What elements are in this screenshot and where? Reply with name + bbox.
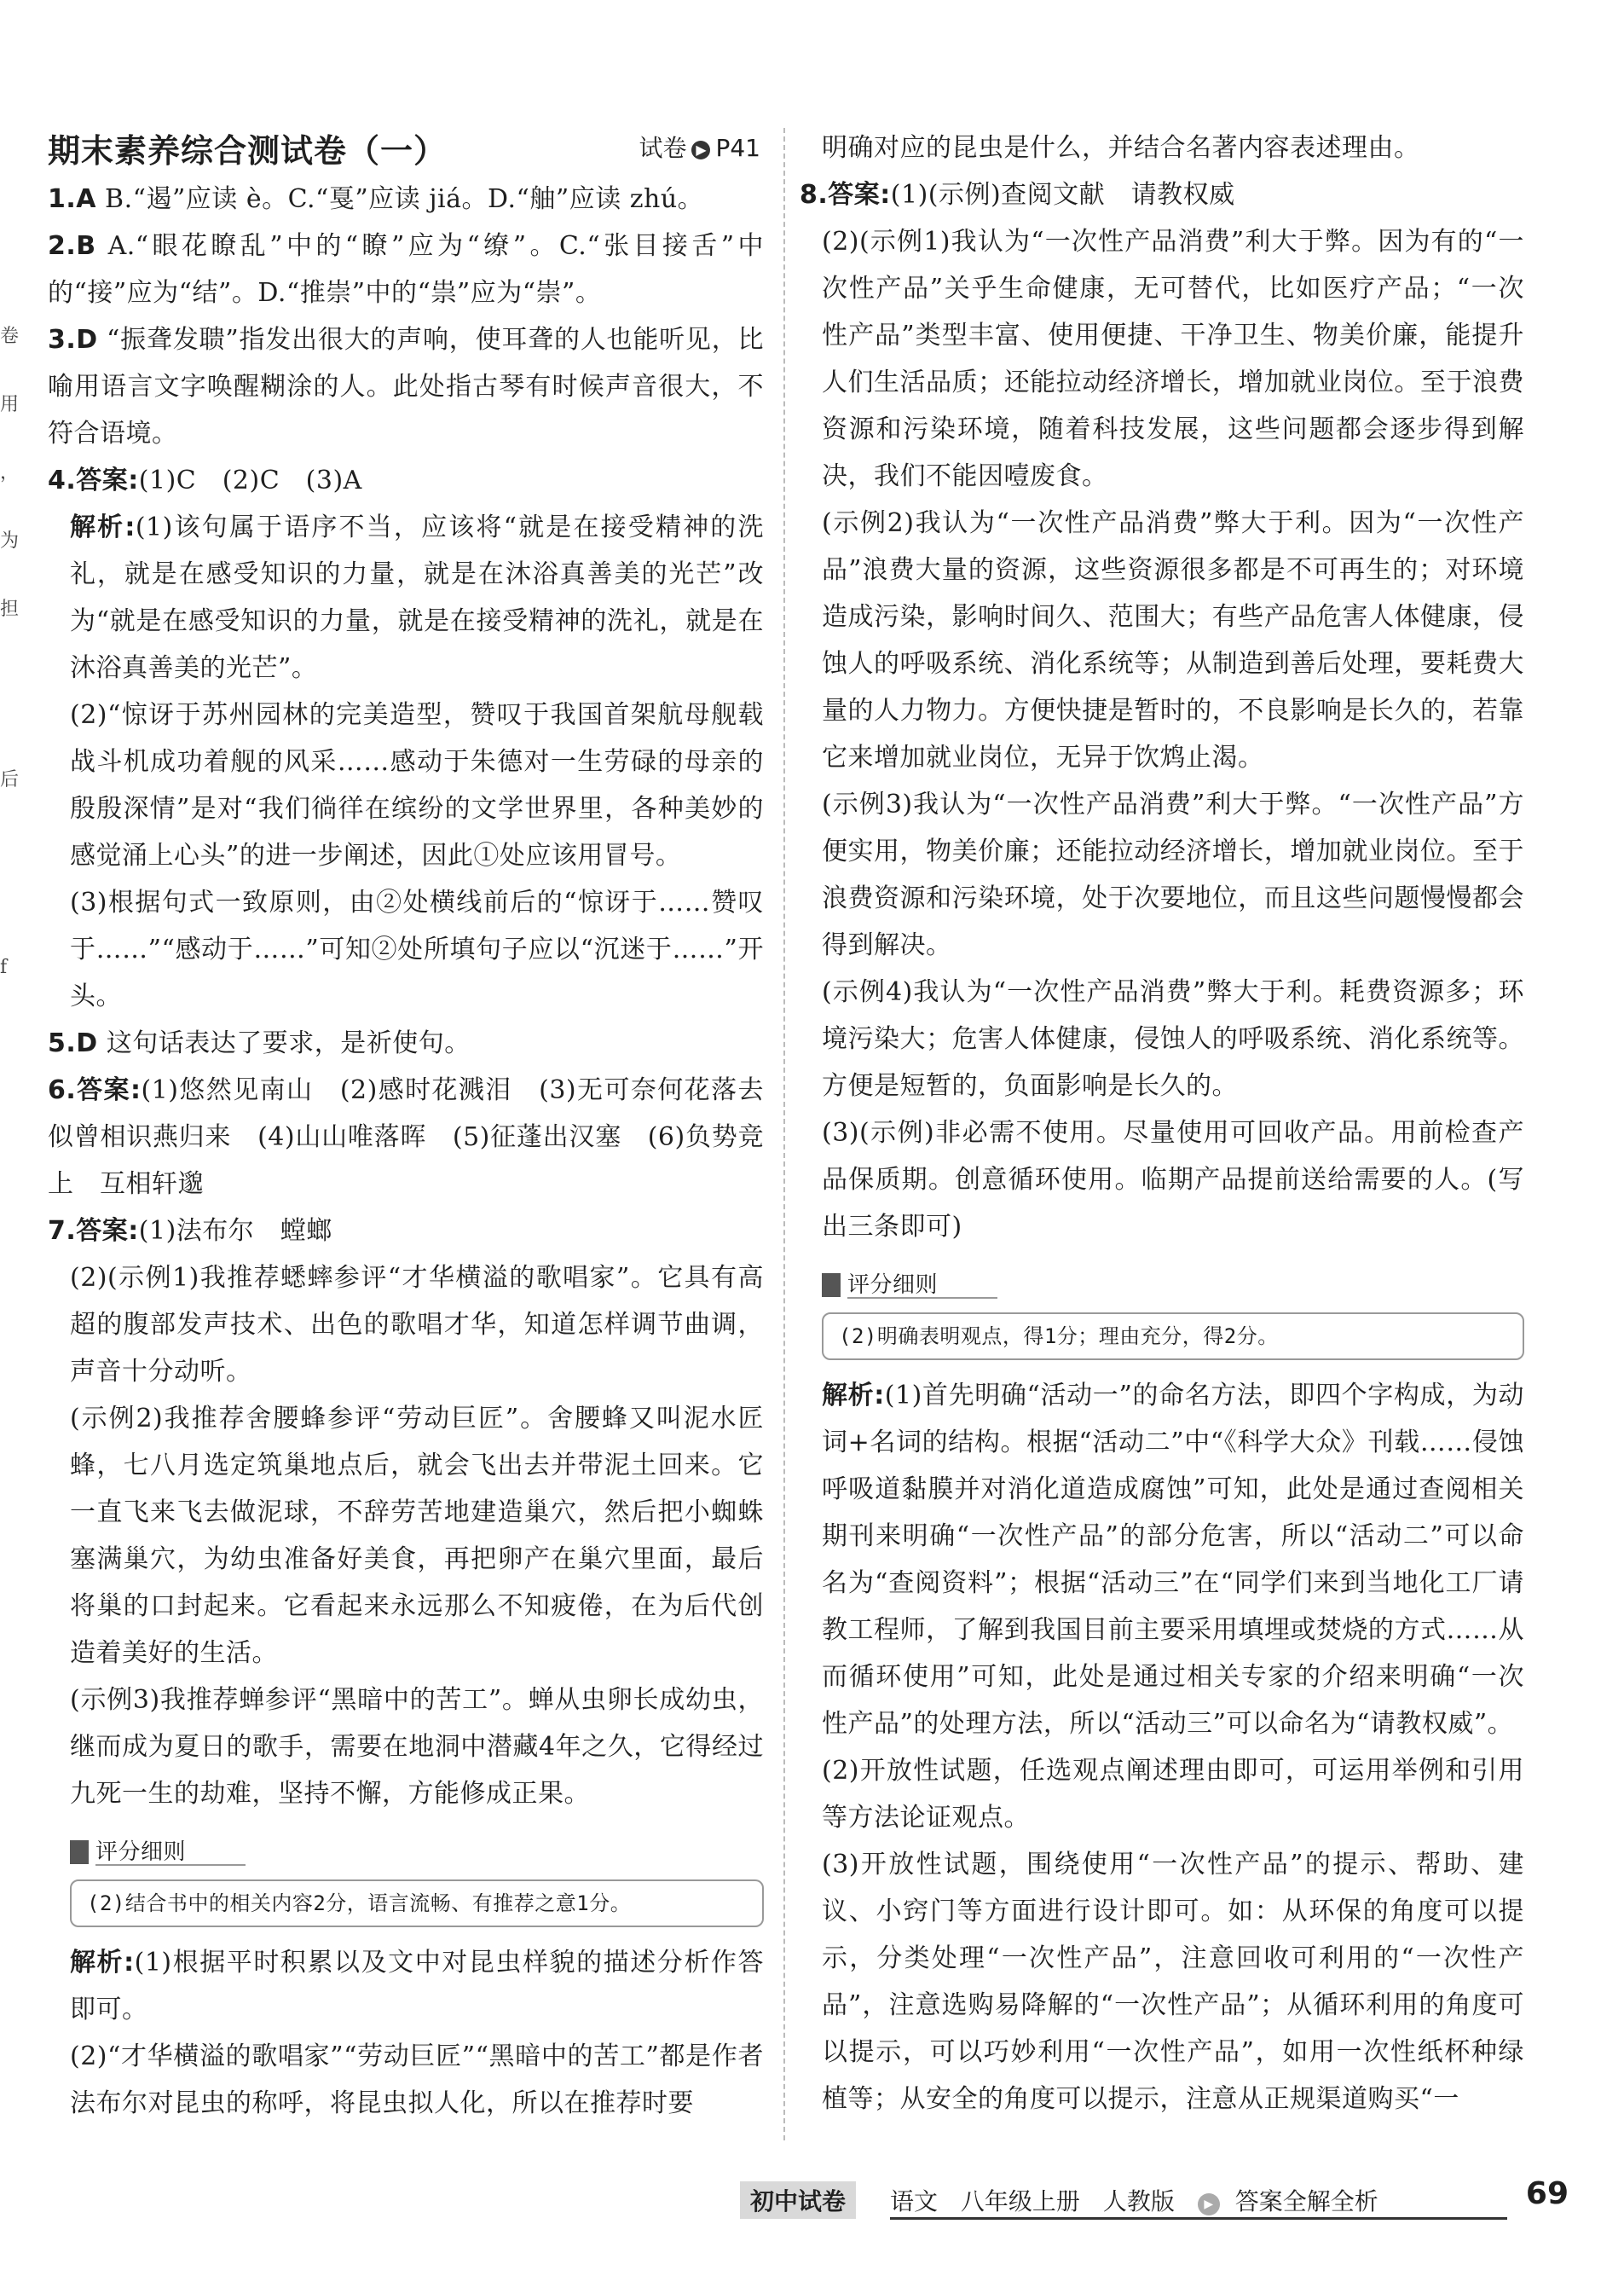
answer-paragraph bbox=[48, 223, 764, 316]
ref-page: P41 bbox=[715, 134, 760, 162]
column-divider bbox=[783, 128, 785, 2140]
edge-char: 卷 bbox=[0, 326, 20, 347]
item-text: (3)开放性试题，围绕使用“一次性产品”的提示、帮助、建议、小窍门等方面进行设计即可。如：从环保的角度可以提示，分类处理“一次性产品”，注意回收可利用的“一次性产品”，注意选购易降解的“一次性产品”；从循环利用的角度可以提示，可以巧妙利用“一次性产品”，如用一次性纸杯种绿植等；从安全的角度可以提示，注意从正规渠道购买“一 bbox=[822, 1850, 1524, 2114]
item-text: (1)(示例)查阅文献 请教权威 bbox=[890, 180, 1235, 210]
answer-paragraph bbox=[800, 969, 1524, 1109]
scoring-label: 评分细则 bbox=[822, 1271, 938, 1299]
answer-paragraph bbox=[800, 1841, 1524, 2123]
scoring-box bbox=[70, 1827, 764, 1927]
answer-paragraph bbox=[48, 692, 764, 879]
answer-paragraph bbox=[800, 1109, 1524, 1250]
item-number: 5.D bbox=[48, 1028, 98, 1058]
item-text: (2)(示例1)我推荐蟋蟀参评“才华横溢的歌唱家”。它具有高超的腹部发声技术、出色的歌唱才华，知道怎样调节曲调，声音十分动听。 bbox=[70, 1263, 764, 1387]
book-info bbox=[890, 2183, 1394, 2217]
arrow-right-icon: ▶ bbox=[691, 141, 710, 159]
item-number: 解析: bbox=[822, 1381, 885, 1410]
answer-paragraph bbox=[48, 2033, 764, 2127]
edge-char: 用 bbox=[0, 394, 20, 415]
item-text: (1)悠然见南山 (2)感时花溅泪 (3)无可奈何花落去 似曾相识燕归来 (4)山山唯落晖 (5)征蓬出汉塞 (6)负势竞上 互相轩邈 bbox=[48, 1075, 790, 1199]
paper-reference bbox=[639, 130, 760, 164]
page-header bbox=[48, 125, 772, 171]
item-text: (示例2)我推荐舍腰蜂参评“劳动巨匠”。舍腰蜂又叫泥水匠蜂，七八月选定筑巢地点后，就会飞出去并带泥土回来。它一直飞来飞去做泥球，不辞劳苦地建造巢穴，然后把小蜘蛛塞满巢穴，为幼虫准备好美食，再把卵产在巢穴里面，最后将巢的口封起来。它看起来永远那么不知疲倦，在为后代创造着美好的生活。 bbox=[70, 1404, 764, 1668]
item-text: (2)“才华横溢的歌唱家”“劳动巨匠”“黑暗中的苦工”都是作者法布尔对昆虫的称呼，将昆虫拟人化，所以在推荐时要 bbox=[70, 2041, 764, 2118]
answer-paragraph bbox=[800, 218, 1524, 500]
grade: 八年级上册 bbox=[960, 2187, 1080, 2215]
scoring-box bbox=[822, 1260, 1524, 1360]
subject: 语文 bbox=[890, 2187, 939, 2215]
edition: 人教版 bbox=[1102, 2187, 1175, 2215]
left-column bbox=[48, 176, 790, 2127]
right-column bbox=[800, 125, 1524, 2123]
page-number: 69 bbox=[1525, 2176, 1569, 2211]
item-text: (示例3)我推荐蝉参评“黑暗中的苦工”。蝉从虫卵长成幼虫，继而成为夏日的歌手，需要在地洞中潜藏4年之久，它得经过九死一生的劫难，坚持不懈，方能修成正果。 bbox=[70, 1685, 764, 1809]
answer-paragraph bbox=[48, 504, 764, 692]
item-text: 这句话表达了要求，是祈使句。 bbox=[97, 1028, 471, 1058]
item-text: A.“眼花瞭乱”中的“瞭”应为“缭”。C.“张目接舌”中的“接”应为“结”。D.“推崇”中的“祟”应为“崇”。 bbox=[48, 231, 764, 308]
answer-paragraph bbox=[800, 171, 1524, 218]
footer-rule bbox=[890, 2217, 1507, 2220]
scoring-label: 评分细则 bbox=[70, 1839, 186, 1866]
ref-label: 试卷 bbox=[639, 134, 687, 162]
answer-paragraph bbox=[48, 1677, 764, 1817]
item-text: (2)(示例1)我认为“一次性产品消费”利大于弊。因为有的“一次性产品”关乎生命健康，无可替代，比如医疗产品；“一次性产品”类型丰富、使用便捷、干净卫生、物美价廉，能提升人们生活品质；还能拉动经济增长，增加就业岗位。至于浪费资源和污染环境，随着科技发展，这些问题都会逐步得到解决，我们不能因噎废食。 bbox=[822, 227, 1524, 491]
answer-paragraph bbox=[48, 176, 764, 223]
answer-paragraph bbox=[800, 1747, 1524, 1841]
edge-char: ， bbox=[0, 462, 20, 484]
item-number: 7.答案: bbox=[48, 1216, 139, 1246]
item-text: (示例2)我认为“一次性产品消费”弊大于利。因为“一次性产品”浪费大量的资源，这些资源很多都是不可再生的；对环境造成污染，影响时间久、范围大；有些产品危害人体健康，侵蚀人的呼吸系统、消化系统等；从制造到善后处理，要耗费大量的人力物力。方便快捷是暂时的，不良影响是长久的，若靠它来增加就业岗位，无异于饮鸩止渴。 bbox=[822, 508, 1524, 773]
item-text: (示例4)我认为“一次性产品消费”弊大于利。耗费资源多；环境污染大；危害人体健康，侵蚀人的呼吸系统、消化系统等。方便是短暂的，负面影响是长久的。 bbox=[822, 977, 1524, 1101]
item-number: 3.D bbox=[48, 325, 98, 355]
answer-paragraph bbox=[48, 879, 764, 1020]
page-title: 期末素养综合测试卷（一） bbox=[48, 132, 448, 170]
answer-paragraph bbox=[48, 316, 764, 457]
item-text: (1)C (2)C (3)A bbox=[138, 466, 362, 495]
answer-paragraph bbox=[48, 1067, 790, 1207]
item-text: (2)“惊讶于苏州园林的完美造型，赞叹于我国首架航母舰载战斗机成功着舰的风采……感动于朱德对一生劳碌的母亲的殷殷深情”是对“我们徜徉在缤纷的文学世界里，各种美妙的感觉涌上心头”的进一步阐述，因此①处应该用冒号。 bbox=[70, 700, 764, 871]
answer-paragraph bbox=[48, 1395, 764, 1677]
item-number: 4.答案: bbox=[48, 466, 139, 495]
item-text: (1)该句属于语序不当，应该将“就是在接受精神的洗礼，就是在感受知识的力量，就是在沐浴真善美的光芒”改为“就是在感受知识的力量，就是在接受精神的洗礼，就是在沐浴真善美的光芒”。 bbox=[70, 513, 764, 683]
item-text: B.“遏”应读 è。C.“戛”应读 jiá。D.“舳”应读 zhú。 bbox=[96, 184, 704, 214]
item-number: 1.A bbox=[48, 184, 96, 214]
item-text: (2)开放性试题，任选观点阐述理由即可，可运用举例和引用等方法论证观点。 bbox=[822, 1756, 1524, 1833]
answer-paragraph bbox=[800, 781, 1524, 969]
answer-paragraph bbox=[48, 1020, 764, 1067]
edge-char: 后 bbox=[0, 769, 20, 791]
edge-char: f bbox=[0, 957, 8, 978]
answer-paragraph bbox=[48, 1254, 764, 1395]
item-text: (3)(示例)非必需不使用。尽量使用可回收产品。用前检查产品保质期。创意循环使用。临期产品提前送给需要的人。(写出三条即可) bbox=[822, 1118, 1524, 1242]
answer-paragraph bbox=[48, 1207, 764, 1254]
answer-paragraph bbox=[800, 1372, 1524, 1747]
item-text: (3)根据句式一致原则，由②处横线前后的“惊讶于……赞叹于……”“感动于……”可知②处所填句子应以“沉迷于……”开头。 bbox=[70, 888, 764, 1011]
page-footer bbox=[740, 2176, 1575, 2221]
item-text: “振聋发聩”指发出很大的声响，使耳聋的人也能听见，比喻用语言文字唤醒糊涂的人。此处指古琴有时候声音很大，不符合语境。 bbox=[48, 325, 764, 449]
item-number: 解析: bbox=[70, 513, 136, 542]
edge-char: 为 bbox=[0, 530, 20, 552]
answer-paragraph bbox=[48, 1939, 764, 2033]
answer-paragraph bbox=[800, 500, 1524, 781]
item-text: (1)首先明确“活动一”的命名方法，即四个字构成，为动词+名词的结构。根据“活动二”中“《科学大众》刊载……侵蚀呼吸道黏膜并对消化道造成腐蚀”可知，此处是通过查阅相关期刊来明确“一次性产品”的部分危害，所以“活动二”可以命名为“查阅资料”；根据“活动三”在“同学们来到当地化工厂请教工程师，了解到我国目前主要采用填埋或焚烧的方式……从而循环使用”可知，此处是通过相关专家的介绍来明确“一次性产品”的处理方法，所以“活动三”可以命名为“请教权威”。 bbox=[822, 1381, 1524, 1739]
item-text: 明确对应的昆虫是什么，并结合名著内容表述理由。 bbox=[822, 133, 1420, 163]
edge-char: 担 bbox=[0, 599, 20, 620]
item-number: 6.答案: bbox=[48, 1075, 142, 1105]
item-number: 解析: bbox=[70, 1948, 135, 1978]
answer-tag: 答案全解全析 bbox=[1234, 2187, 1378, 2215]
item-text: (示例3)我认为“一次性产品消费”利大于弊。“一次性产品”方便实用，物美价廉；还能拉动经济增长，增加就业岗位。至于浪费资源和污染环境，处于次要地位，而且这些问题慢慢都会得到解决。 bbox=[822, 790, 1524, 960]
answer-paragraph bbox=[800, 125, 1524, 171]
answer-paragraph bbox=[48, 457, 764, 504]
item-text: (1)法布尔 螳螂 bbox=[138, 1216, 332, 1246]
scoring-text: (2)结合书中的相关内容2分，语言流畅、有推荐之意1分。 bbox=[70, 1879, 764, 1927]
play-icon: ▶ bbox=[1198, 2193, 1220, 2215]
item-text: (1)根据平时积累以及文中对昆虫样貌的描述分析作答即可。 bbox=[70, 1948, 764, 2024]
brand-label: 初中试卷 bbox=[740, 2181, 856, 2219]
item-number: 2.B bbox=[48, 231, 96, 261]
item-number: 8.答案: bbox=[800, 180, 891, 210]
scoring-text: (2)明确表明观点，得1分；理由充分，得2分。 bbox=[822, 1312, 1524, 1360]
left-edge-bleed bbox=[0, 324, 20, 981]
